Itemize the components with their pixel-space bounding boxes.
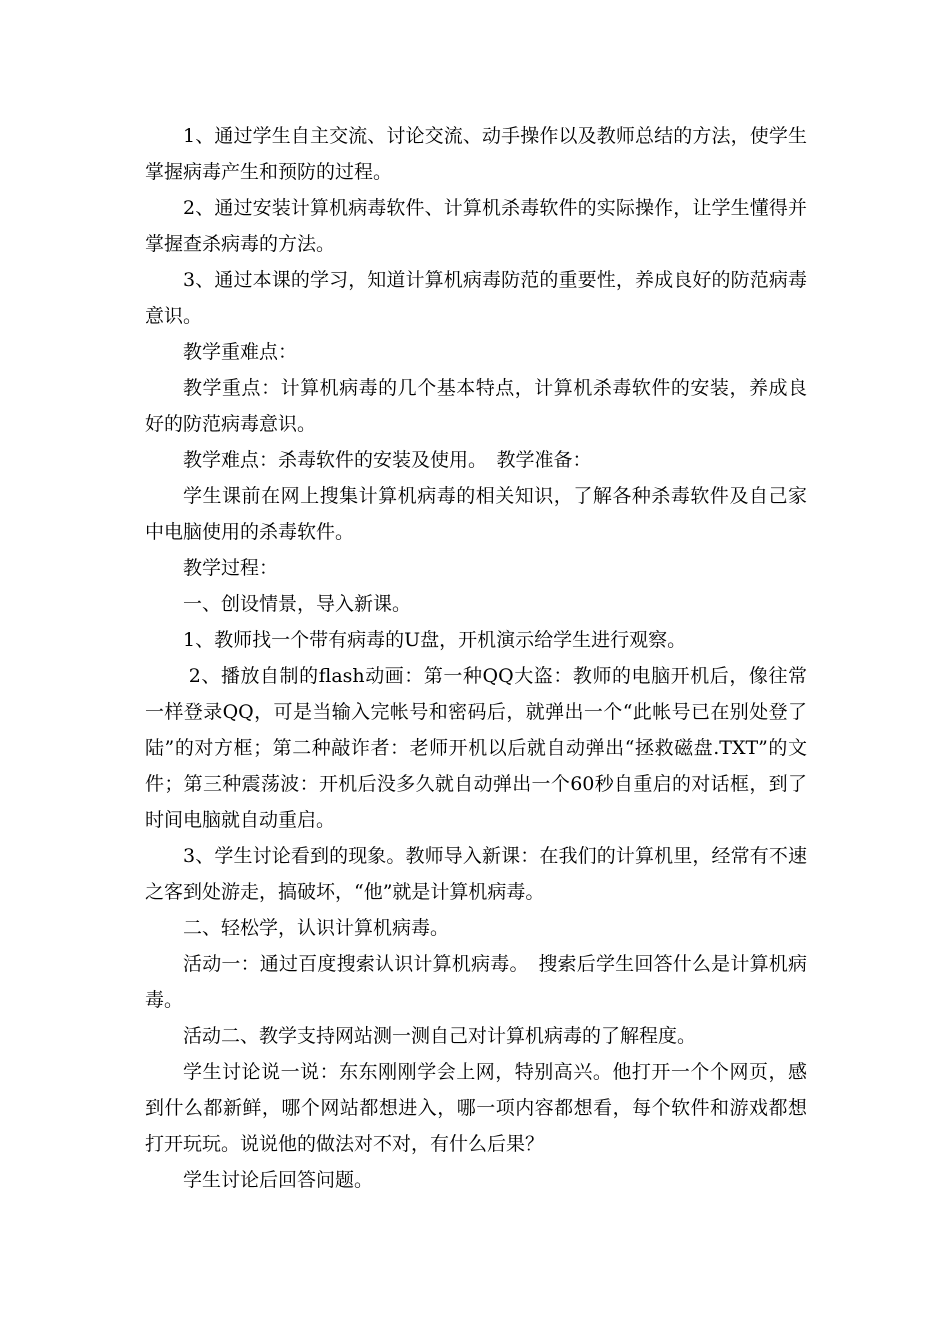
teaching-difficulty-and-preparation: 教学难点：杀毒软件的安装及使用。 教学准备： [183, 449, 592, 471]
document-body [145, 118, 807, 1198]
section-2-heading: 二、轻松学，认识计算机病毒。 [183, 917, 450, 939]
activity-1: 活动一：通过百度搜索认识计算机病毒。 搜索后学生回答什么是计算机病毒。 [145, 953, 807, 1011]
key-difficulties-heading: 教学重难点： [183, 341, 298, 363]
section-1-heading: 一、创设情景，导入新课。 [183, 593, 412, 615]
student-discussion: 学生讨论说一说：东东刚刚学会上网，特别高兴。他打开一个个网页，感到什么都新鲜，哪个网站都想进入，哪一项内容都想看，每个软件和游戏都想打开玩玩。说说他的做法对不对，有什么后果？ [145, 1061, 807, 1155]
teaching-process-heading: 教学过程： [183, 557, 279, 579]
student-answer: 学生讨论后回答问题。 [183, 1169, 374, 1191]
objective-3: 3、通过本课的学习，知道计算机病毒防范的重要性，养成良好的防范病毒意识。 [145, 269, 807, 327]
activity-2: 活动二、教学支持网站测一测自己对计算机病毒的了解程度。 [183, 1025, 697, 1047]
section-1-step-3: 3、学生讨论看到的现象。教师导入新课：在我们的计算机里，经常有不速之客到处游走，搞破坏，“他”就是计算机病毒。 [145, 845, 807, 903]
teaching-focus: 教学重点：计算机病毒的几个基本特点，计算机杀毒软件的安装，养成良好的防范病毒意识。 [145, 377, 807, 435]
objective-2: 2、通过安装计算机病毒软件、计算机杀毒软件的实际操作，让学生懂得并掌握查杀病毒的方法。 [145, 197, 807, 255]
section-1-step-1: 1、教师找一个带有病毒的U盘，开机演示给学生进行观察。 [183, 629, 687, 651]
preparation-details: 学生课前在网上搜集计算机病毒的相关知识，了解各种杀毒软件及自己家中电脑使用的杀毒软件。 [145, 485, 807, 543]
section-1-step-2: 2、播放自制的flash动画：第一种QQ大盗：教师的电脑开机后，像往常一样登录QQ，可是当输入完帐号和密码后，就弹出一个“此帐号已在别处登了陆”的对方框；第二种敲诈者：老师开机以后就自动弹出“拯救磁盘.TXT”的文件；第三种震荡波：开机后没多久就自动弹出一个60秒自重启的对话框，到了时间电脑就自动重启。 [145, 665, 807, 831]
objective-1: 1、通过学生自主交流、讨论交流、动手操作以及教师总结的方法，使学生掌握病毒产生和预防的过程。 [145, 125, 807, 183]
